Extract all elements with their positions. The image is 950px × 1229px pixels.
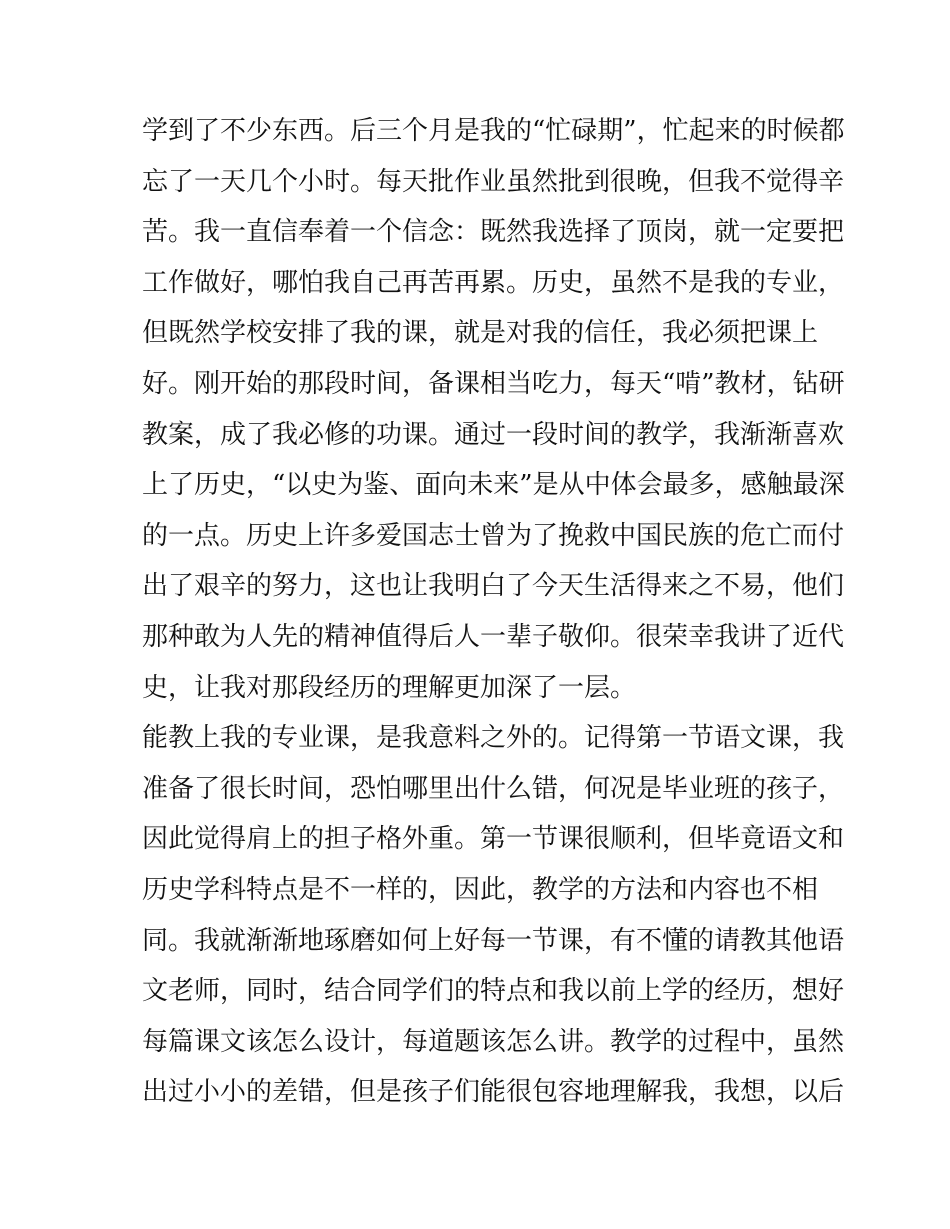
- text-line: 学到了不少东西。后三个月是我的“忙碌期”，忙起来的时候都: [142, 116, 845, 146]
- text-line: 能教上我的专业课，是我意料之外的。记得第一节语文课，我: [142, 723, 845, 754]
- text-line: 那种敢为人先的精神值得后人一辈子敬仰。很荣幸我讲了近代: [142, 621, 845, 652]
- text-line: 但既然学校安排了我的课，就是对我的信任，我必须把课上: [142, 318, 819, 349]
- text-line: 上了历史，“以史为鉴、面向未来”是从中体会最多，感触最深: [142, 470, 845, 501]
- text-line: 文老师，同时，结合同学们的特点和我以前上学的经历，想好: [142, 976, 845, 1007]
- text-line: 因此觉得肩上的担子格外重。第一节课很顺利，但毕竟语文和: [142, 824, 845, 855]
- text-line: 好。刚开始的那段时间，备课相当吃力，每天“啃”教材，钻研: [142, 368, 845, 399]
- text-line: 忘了一天几个小时。每天批作业虽然批到很晚，但我不觉得辛: [142, 166, 845, 197]
- text-line: 教案，成了我必修的功课。通过一段时间的教学，我渐渐喜欢: [142, 419, 845, 450]
- text-line: 苦。我一直信奉着一个信念：既然我选择了顶岗，就一定要把: [142, 217, 845, 248]
- text-line: 出了艰辛的努力，这也让我明白了今天生活得来之不易，他们: [142, 571, 845, 602]
- text-line: 工作做好，哪怕我自己再苦再累。历史，虽然不是我的专业，: [142, 267, 845, 298]
- text-line: 史，让我对那段经历的理解更加深了一层。: [142, 672, 637, 703]
- text-line: 准备了很长时间，恐怕哪里出什么错，何况是毕业班的孩子，: [142, 773, 845, 804]
- text-line: 的一点。历史上许多爱国志士曾为了挽救中国民族的危亡而付: [142, 520, 845, 551]
- text-line: 同。我就渐渐地琢磨如何上好每一节课，有不懂的请教其他语: [142, 925, 845, 956]
- text-line: 每篇课文该怎么设计，每道题该怎么讲。教学的过程中，虽然: [142, 1026, 845, 1057]
- text-line: 历史学科特点是不一样的，因此，教学的方法和内容也不相: [142, 874, 819, 905]
- text-line: 出过小小的差错，但是孩子们能很包容地理解我，我想，以后: [142, 1077, 845, 1108]
- document-body: [142, 106, 845, 1118]
